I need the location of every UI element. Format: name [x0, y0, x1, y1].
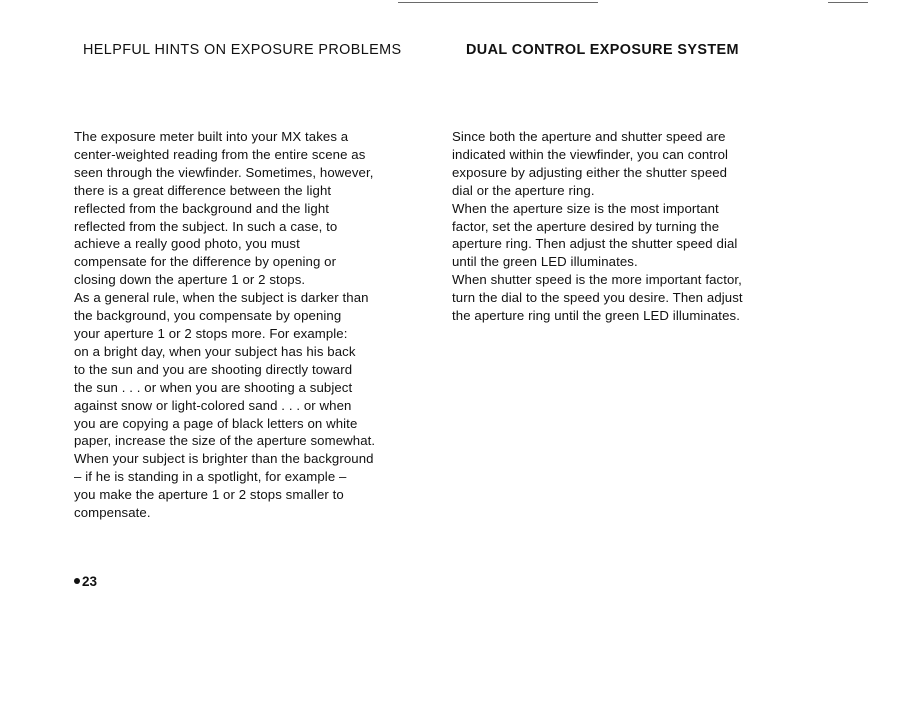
- text-line: until the green LED illuminates.: [452, 254, 638, 270]
- text-line: you make the aperture 1 or 2 stops smaller to: [74, 487, 344, 503]
- text-line: turn the dial to the speed you desire. Then adjust: [452, 290, 743, 306]
- right-column-text: [452, 128, 812, 325]
- page-number: [74, 574, 97, 589]
- left-heading: HELPFUL HINTS ON EXPOSURE PROBLEMS: [83, 42, 402, 58]
- text-line: there is a great difference between the light: [74, 182, 332, 198]
- text-line: achieve a really good photo, you must: [74, 236, 300, 252]
- text-line: the sun . . . or when you are shooting a subject: [74, 379, 353, 395]
- text-line: against snow or light-colored sand . . . or when: [74, 397, 352, 413]
- text-line: the aperture ring until the green LED illuminates.: [452, 308, 740, 324]
- text-line: dial or the aperture ring.: [452, 182, 595, 198]
- page-number-text: 23: [82, 574, 98, 589]
- text-line: closing down the aperture 1 or 2 stops.: [74, 272, 306, 288]
- text-line: to the sun and you are shooting directly toward: [74, 361, 353, 377]
- text-line: The exposure meter built into your MX takes a: [74, 129, 349, 144]
- text-line: you are copying a page of black letters on white: [74, 415, 358, 431]
- text-line: seen through the viewfinder. Sometimes, however,: [74, 164, 374, 180]
- text-line: aperture ring. Then adjust the shutter speed dial: [452, 236, 738, 252]
- text-line: When shutter speed is the more important factor,: [452, 272, 742, 288]
- text-line: compensate.: [74, 505, 151, 521]
- text-line: indicated within the viewfinder, you can control: [452, 146, 729, 162]
- text-line: compensate for the difference by opening or: [74, 254, 337, 270]
- bullet-icon: [74, 578, 80, 584]
- text-line: – if he is standing in a spotlight, for example –: [74, 469, 347, 485]
- text-line: the background, you compensate by opening: [74, 308, 342, 324]
- text-line: As a general rule, when the subject is darker than: [74, 290, 369, 306]
- text-line: reflected from the background and the light: [74, 200, 330, 216]
- text-line: on a bright day, when your subject has his back: [74, 343, 356, 359]
- text-line: Since both the aperture and shutter speed are: [452, 129, 726, 144]
- text-line: paper, increase the size of the aperture somewhat.: [74, 433, 376, 449]
- text-line: When the aperture size is the most important: [452, 200, 719, 216]
- text-line: exposure by adjusting either the shutter speed: [452, 164, 728, 180]
- right-heading: DUAL CONTROL EXPOSURE SYSTEM: [466, 42, 739, 58]
- top-rule: [398, 2, 598, 3]
- text-line: factor, set the aperture desired by turning the: [452, 218, 720, 234]
- text-line: your aperture 1 or 2 stops more. For example:: [74, 325, 348, 341]
- text-line: reflected from the subject. In such a case, to: [74, 218, 338, 234]
- text-line: When your subject is brighter than the background: [74, 451, 374, 467]
- top-rule-right: [828, 2, 868, 3]
- text-line: center-weighted reading from the entire scene as: [74, 146, 366, 162]
- left-column-text: [74, 128, 444, 522]
